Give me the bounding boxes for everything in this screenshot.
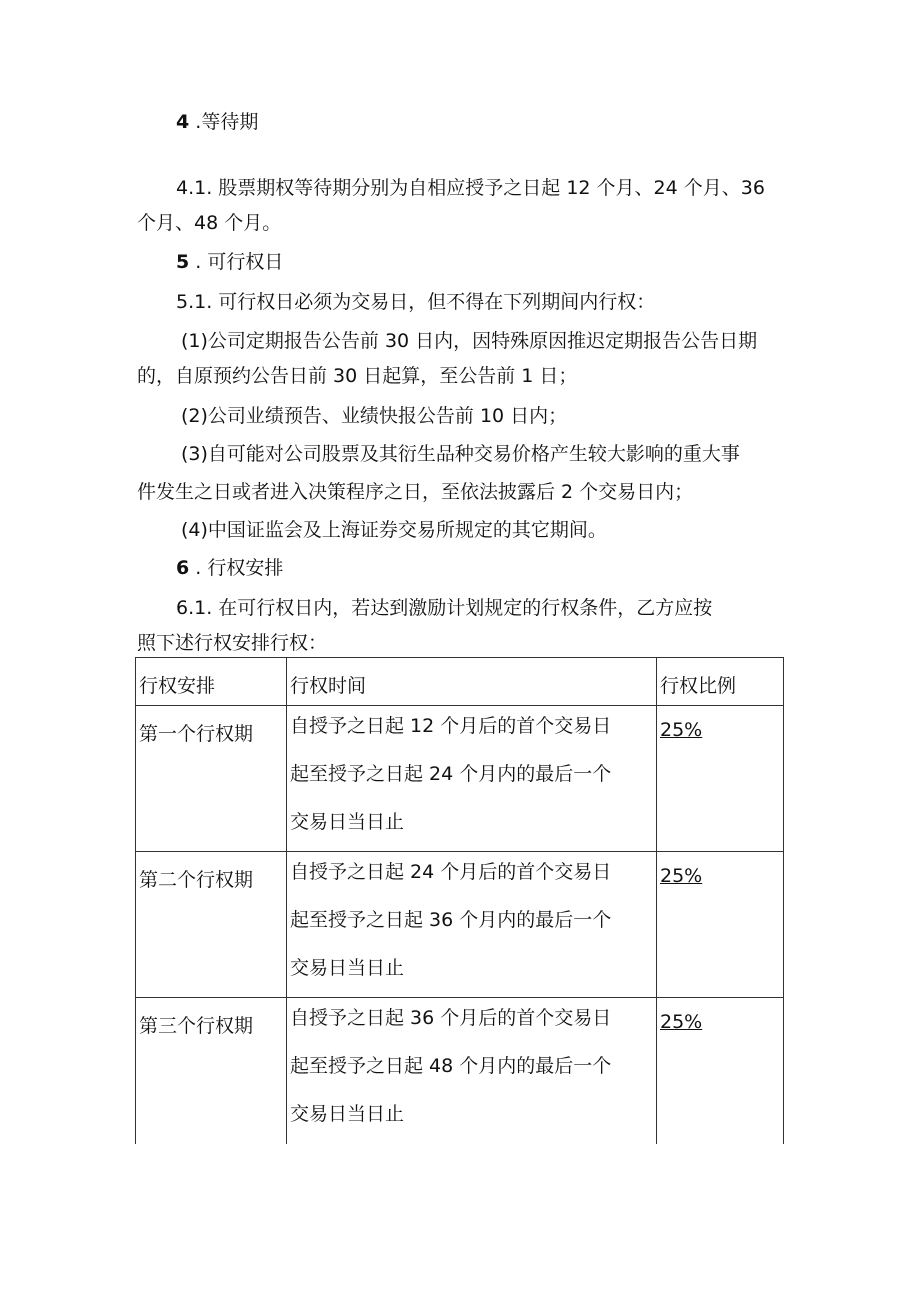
period-time-line: 起至授予之日起 24 个月内的最后一个 [290, 763, 612, 785]
period-time-line: 自授予之日起 24 个月后的首个交易日 [290, 861, 612, 883]
item-1-line-2: 的，自原预约公告日前 30 日起算，至公告前 1 日； [137, 365, 578, 387]
period-name: 第一个行权期 [136, 706, 287, 852]
period-ratio [657, 998, 784, 1144]
period-time [287, 852, 657, 998]
section-number: 6 [176, 557, 190, 579]
exercise-arrangement-table [135, 657, 784, 1144]
period-time [287, 998, 657, 1144]
period-time-line: 交易日当日止 [290, 811, 405, 833]
section-5-heading [176, 249, 283, 275]
paragraph-4-1-line-2: 个月、48 个月。 [137, 212, 282, 234]
item-1-line-1: (1)公司定期报告公告前 30 日内，因特殊原因推迟定期报告公告日期 [181, 330, 758, 352]
period-name: 第二个行权期 [136, 852, 287, 998]
section-title: . 可行权日 [195, 251, 284, 273]
section-title: .等待期 [195, 111, 259, 133]
paragraph-5-1: 5.1. 可行权日必须为交易日，但不得在下列期间内行权： [176, 291, 656, 313]
period-time-line: 自授予之日起 12 个月后的首个交易日 [290, 715, 612, 737]
section-title: . 行权安排 [195, 557, 284, 579]
section-number: 4 [176, 111, 190, 133]
table-row [136, 852, 784, 998]
period-name: 第三个行权期 [136, 998, 287, 1144]
period-ratio [657, 852, 784, 998]
period-ratio [657, 706, 784, 852]
header-time: 行权时间 [287, 658, 657, 706]
item-2: (2)公司业绩预告、业绩快报公告前 10 日内； [181, 405, 568, 427]
paragraph-6-1-line-2: 照下述行权安排行权： [137, 632, 328, 654]
period-time-line: 交易日当日止 [290, 1103, 405, 1125]
period-time-line: 交易日当日止 [290, 957, 405, 979]
table-row [136, 998, 784, 1144]
period-time [287, 706, 657, 852]
item-3-line-2: 件发生之日或者进入决策程序之日，至依法披露后 2 个交易日内； [137, 481, 694, 503]
table-row [136, 706, 784, 852]
header-ratio: 行权比例 [657, 658, 784, 706]
item-4: (4)中国证监会及上海证券交易所规定的其它期间。 [181, 519, 607, 541]
section-6-heading [176, 555, 283, 581]
section-number: 5 [176, 251, 190, 273]
section-4-heading [176, 109, 258, 135]
table-header-row [136, 658, 784, 706]
period-time-line: 起至授予之日起 36 个月内的最后一个 [290, 909, 612, 931]
ratio-value: 25% [660, 865, 703, 887]
paragraph-4-1-line-1: 4.1. 股票期权等待期分别为自相应授予之日起 12 个月、24 个月、36 [176, 177, 765, 199]
period-time-line: 起至授予之日起 48 个月内的最后一个 [290, 1055, 612, 1077]
header-arrangement: 行权安排 [136, 658, 287, 706]
period-time-line: 自授予之日起 36 个月后的首个交易日 [290, 1007, 612, 1029]
paragraph-6-1-line-1: 6.1. 在可行权日内，若达到激励计划规定的行权条件，乙方应按 [176, 597, 713, 619]
ratio-value: 25% [660, 1011, 703, 1033]
ratio-value: 25% [660, 719, 703, 741]
item-3-line-1: (3)自可能对公司股票及其衍生品种交易价格产生较大影响的重大事 [181, 443, 740, 465]
